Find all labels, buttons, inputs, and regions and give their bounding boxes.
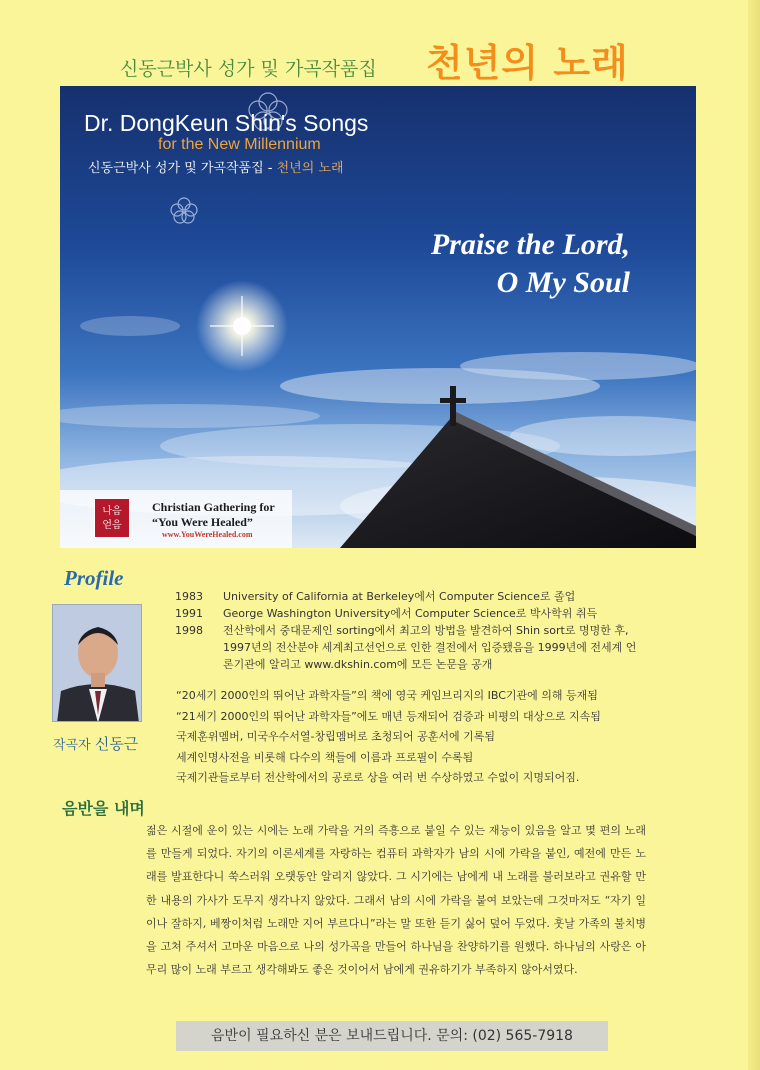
gathering-caption: [152, 500, 275, 530]
badge-line-2: 얻음: [102, 520, 122, 531]
gathering-line-1: Christian Gathering for: [152, 500, 275, 514]
cover-title-kr-highlight: 천년의 노래: [276, 161, 344, 176]
timeline-item: [175, 588, 643, 605]
cover-title-en: Dr. DongKeun Shin's Songs: [84, 110, 369, 136]
portrait-icon: [53, 605, 142, 722]
composer-name: 신동근: [94, 735, 139, 753]
timeline-text: George Washington University에서 Computer Science로 박사학위 취득: [223, 607, 598, 620]
honors-list: [176, 686, 646, 789]
timeline-list: [175, 588, 643, 673]
timeline-text: 전산학에서 중대문제인 sorting에서 최고의 방법을 발견하여 Shin sort로 명명한 후, 1997년의 전산분야 세계최고선언으로 인한 결전에서 입증됐음을 1999년에 전세계 언론기관에 알리고 www.dkshin.com에 모든 논문을 공개: [223, 624, 637, 671]
profile-heading: Profile: [64, 566, 124, 590]
timeline-year: 1983: [175, 590, 203, 603]
page-header: [0, 30, 760, 85]
praise-line-1: Praise the Lord,: [430, 228, 630, 261]
album-heading: 음반을 내며: [62, 799, 145, 818]
cover-title-kr: [88, 157, 344, 176]
badge-line-1: 나음: [102, 506, 122, 517]
gathering-line-2: “You Were Healed”: [152, 515, 253, 529]
honor-item: “21세기 2000인의 뛰어난 과학자들”에도 매년 등재되어 검증과 비평의 대상으로 지속됨: [176, 709, 601, 723]
honor-item: 세계인명사전을 비롯해 다수의 책들에 이름과 프로필이 수록됨: [176, 750, 474, 764]
gathering-url: www.YouWereHealed.com: [162, 530, 253, 539]
healed-logo-badge: [94, 498, 130, 538]
praise-line-2: O My Soul: [496, 266, 630, 299]
timeline-item: [175, 622, 643, 673]
contact-footer: 음반이 필요하신 분은 보내드립니다. 문의: (02) 565-7918: [176, 1021, 608, 1051]
album-cover: [60, 86, 696, 548]
header-title: 천년의 노래: [426, 41, 629, 85]
album-body-text: 젊은 시절에 운이 있는 시에는 노래 가락을 거의 즉흥으로 붙일 수 있는 재능이 있음을 알고 몇 편의 노래를 만들게 되었다. 자기의 이론세계를 자랑하는 컴퓨터 과학자가 남의 시에 가락을 붙인, 예전에 만든 노래를 발표한다니 쑥스러워 오랫동안 알리지 않았다. 그 시기에는 남에게 내 노래를 불러보라고 권유할 만한 내용의 가사가 도무지 생각나지 않았다. 그래서 남의 시에 가락을 붙여 보았는데 그것마저도 “자기 일이나 잘하지, 베짱이처럼 노래만 지어 부르다니”라는 말 또한 듣기 싫어 덮어 두었다. 훗날 가족의 불치병을 고쳐 주셔서 고마운 마음으로 나의 성가곡을 만들어 하나님을 찬양하기를 원했다. 하나님의 사랑은 아무리 많이 노래 부르고 생각해봐도 좋은 것이어서 남에게 권유하기가 부족하지 않아서였다.: [146, 824, 646, 977]
timeline-item: [175, 605, 643, 622]
composer-caption: [53, 733, 138, 754]
honor-item: 국제기관들로부터 전산학에서의 공로로 상을 여러 번 수상하였고 수없이 지명되어짐.: [176, 771, 580, 785]
page-edge: [748, 0, 760, 1070]
cover-scene: [60, 86, 696, 548]
honor-item: “20세기 2000인의 뛰어난 과학자들”의 책에 영국 케임브리지의 IBC기관에 의해 등재됨: [176, 689, 598, 702]
timeline-year: 1998: [175, 624, 203, 637]
header-subtitle: 신동근박사 성가 및 가곡작품집: [120, 58, 377, 80]
timeline-text: University of California at Berkeley에서 Computer Science로 졸업: [223, 590, 576, 603]
cover-title-kr-main: 신동근박사 성가 및 가곡작품집 -: [88, 161, 277, 176]
timeline-year: 1991: [175, 607, 203, 620]
composer-label: 작곡자: [53, 738, 91, 753]
cover-praise-title: [330, 226, 630, 302]
cover-subtitle-en: for the New Millennium: [158, 136, 321, 153]
honor-item: 국제훈위멤버, 미국우수서열-창립멤버로 초청되어 공훈서에 기록됨: [176, 730, 495, 744]
sun-icon: [196, 280, 288, 372]
composer-photo: [52, 604, 142, 722]
